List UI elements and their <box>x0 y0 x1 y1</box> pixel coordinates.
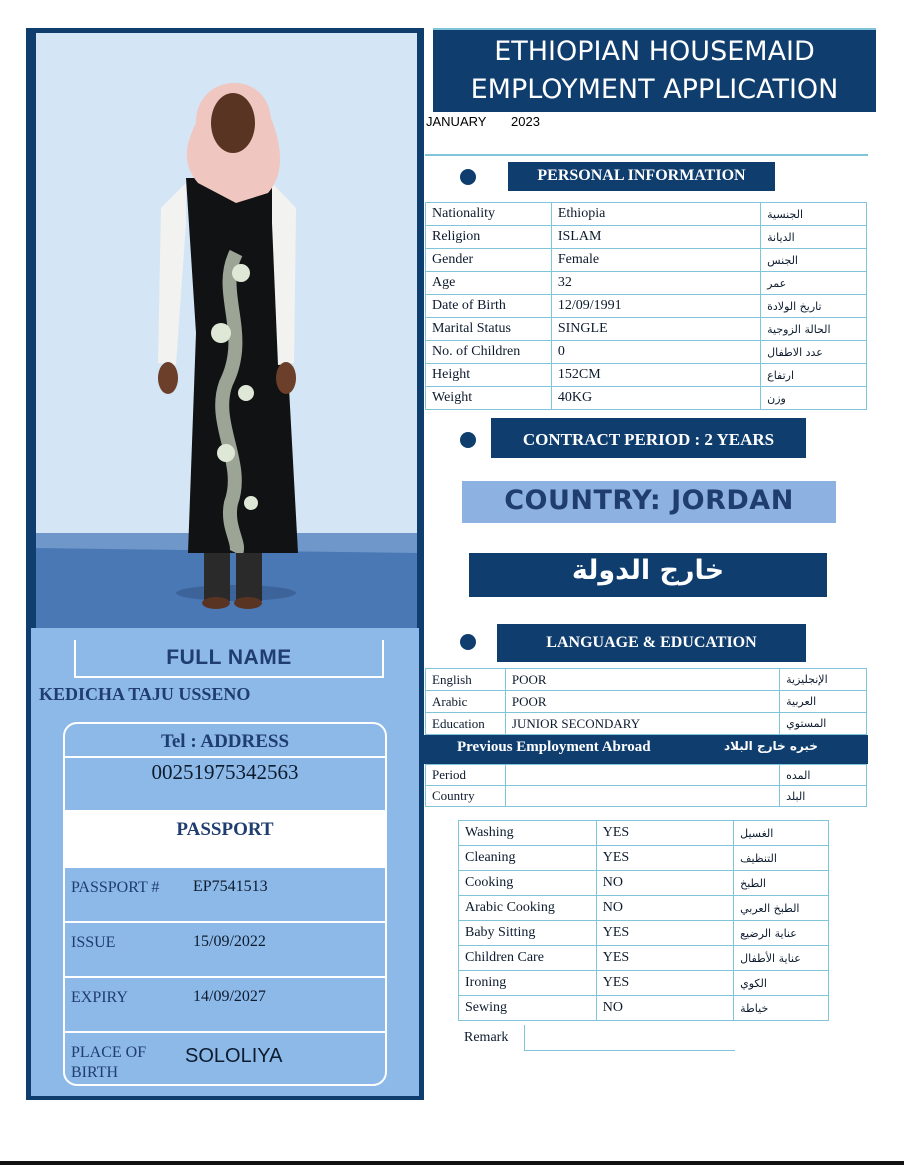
previous-employment-row-label: Period <box>426 765 506 786</box>
skill-row-arabic-label: عناية الأطفال <box>734 946 829 971</box>
previous-employment-row <box>426 765 867 786</box>
personal-info-row <box>426 295 867 318</box>
language-row-value: POOR <box>505 691 779 713</box>
skill-row-value: NO <box>596 871 733 896</box>
place-of-birth-row <box>65 1033 385 1086</box>
personal-info-row-arabic-label: الديانة <box>761 226 867 249</box>
remark-label: Remark <box>458 1025 524 1050</box>
skill-row-arabic-label: الغسيل <box>734 821 829 846</box>
skill-row-value: NO <box>596 996 733 1021</box>
skill-row-arabic-label: الكوي <box>734 971 829 996</box>
language-row <box>426 669 867 691</box>
personal-info-row-label: Gender <box>426 249 552 272</box>
skill-row-arabic-label: الطبخ العربي <box>734 896 829 921</box>
skill-row-value: YES <box>596 946 733 971</box>
skill-row-label: Ironing <box>459 971 597 996</box>
previous-employment-row-arabic-label: المده <box>780 765 867 786</box>
remark-value <box>524 1025 735 1050</box>
expiry-value: 14/09/2027 <box>193 988 266 1005</box>
previous-employment-table <box>425 764 867 807</box>
skills-table <box>458 820 829 1021</box>
skill-row-arabic-label: عناية الرضيع <box>734 921 829 946</box>
bullet-icon <box>460 432 476 448</box>
previous-employment-label: Previous Employment Abroad <box>457 739 651 755</box>
bullet-icon <box>460 634 476 650</box>
passport-number-label: PASSPORT # <box>71 879 160 896</box>
previous-employment-row-arabic-label: البلد <box>780 786 867 807</box>
personal-info-row-value: 152CM <box>551 364 760 387</box>
personal-info-row <box>426 341 867 364</box>
language-row-arabic-label: العربية <box>780 691 867 713</box>
place-of-birth-label <box>71 1043 146 1083</box>
skill-row <box>459 996 829 1021</box>
place-of-birth-value: SOLOLIYA <box>185 1045 283 1067</box>
passport-number-value: EP7541513 <box>193 878 268 895</box>
personal-info-row <box>426 364 867 387</box>
personal-info-row-arabic-label: تاريخ الولادة <box>761 295 867 318</box>
applicant-photo <box>36 33 417 652</box>
skill-row-label: Cooking <box>459 871 597 896</box>
expiry-label: EXPIRY <box>71 989 128 1006</box>
full-name-value: KEDICHA TAJU USSENO <box>39 684 251 704</box>
personal-info-row-label: Date of Birth <box>426 295 552 318</box>
personal-info-row-label: Height <box>426 364 552 387</box>
skill-row-label: Washing <box>459 821 597 846</box>
document-title <box>433 30 876 109</box>
personal-info-row <box>426 318 867 341</box>
skill-row <box>459 946 829 971</box>
personal-info-row-label: Age <box>426 272 552 295</box>
place-of-birth-label-line2: BIRTH <box>71 1064 119 1081</box>
personal-info-row-arabic-label: وزن <box>761 387 867 410</box>
passport-issue-row <box>65 923 385 978</box>
skill-row-arabic-label: الطبخ <box>734 871 829 896</box>
language-table <box>425 668 867 735</box>
contact-passport-card <box>63 722 387 1086</box>
skill-row-label: Children Care <box>459 946 597 971</box>
skill-row <box>459 896 829 921</box>
language-row-value: JUNIOR SECONDARY <box>505 713 779 735</box>
personal-info-row-value: SINGLE <box>551 318 760 341</box>
country-banner <box>462 481 836 523</box>
personal-info-row-label: Nationality <box>426 203 552 226</box>
tel-value: 00251975342563 <box>151 760 299 784</box>
personal-info-table <box>425 202 867 410</box>
personal-info-row-value: Female <box>551 249 760 272</box>
previous-employment-row-value <box>505 786 779 807</box>
title-line-2: EMPLOYMENT APPLICATION <box>470 74 839 105</box>
personal-info-row-arabic-label: الحالة الزوجية <box>761 318 867 341</box>
personal-info-row-value: ISLAM <box>551 226 760 249</box>
skill-row-value: YES <box>596 821 733 846</box>
remark-row <box>458 1025 735 1050</box>
country-arabic-banner <box>469 553 827 597</box>
previous-employment-heading <box>424 735 868 764</box>
bullet-icon <box>460 169 476 185</box>
skill-row-value: YES <box>596 846 733 871</box>
personal-info-heading: PERSONAL INFORMATION <box>508 162 775 191</box>
personal-info-row-label: Marital Status <box>426 318 552 341</box>
previous-employment-row <box>426 786 867 807</box>
page-bottom-rule <box>0 1161 904 1165</box>
language-row-label: Education <box>426 713 506 735</box>
issue-label: ISSUE <box>71 934 116 951</box>
personal-info-row-arabic-label: عمر <box>761 272 867 295</box>
issue-value: 15/09/2022 <box>193 933 266 950</box>
date-year: 2023 <box>511 114 540 129</box>
tel-value-row <box>65 758 385 812</box>
personal-info-row-label: No. of Children <box>426 341 552 364</box>
language-education-heading: LANGUAGE & EDUCATION <box>497 624 806 662</box>
passport-expiry-row <box>65 978 385 1033</box>
personal-info-row-value: 40KG <box>551 387 760 410</box>
skill-row-label: Arabic Cooking <box>459 896 597 921</box>
previous-employment-arabic: خبره خارج البلاد <box>724 739 818 753</box>
title-line-1: ETHIOPIAN HOUSEMAID <box>494 36 815 67</box>
full-name-label: FULL NAME <box>166 646 292 669</box>
previous-employment-row-label: Country <box>426 786 506 807</box>
skill-row <box>459 971 829 996</box>
skill-row-value: YES <box>596 921 733 946</box>
contract-period-heading: CONTRACT PERIOD : 2 YEARS <box>491 418 806 458</box>
skill-row <box>459 871 829 896</box>
personal-info-row-value: Ethiopia <box>551 203 760 226</box>
personal-info-row <box>426 203 867 226</box>
personal-info-row-value: 32 <box>551 272 760 295</box>
personal-info-row-label: Weight <box>426 387 552 410</box>
language-row-value: POOR <box>505 669 779 691</box>
skill-row-arabic-label: خياطة <box>734 996 829 1021</box>
previous-employment-row-value <box>505 765 779 786</box>
tel-header-row <box>65 724 385 758</box>
personal-info-row <box>426 226 867 249</box>
date-month: JANUARY <box>426 114 487 129</box>
skill-row-value: NO <box>596 896 733 921</box>
language-row-label: Arabic <box>426 691 506 713</box>
language-row <box>426 691 867 713</box>
place-of-birth-label-line1: PLACE OF <box>71 1044 147 1061</box>
country-value: COUNTRY: JORDAN <box>504 485 794 516</box>
skill-row-label: Sewing <box>459 996 597 1021</box>
personal-info-row <box>426 249 867 272</box>
personal-info-row-value: 12/09/1991 <box>551 295 760 318</box>
personal-info-row-label: Religion <box>426 226 552 249</box>
skill-row-label: Baby Sitting <box>459 921 597 946</box>
skill-row-label: Cleaning <box>459 846 597 871</box>
skill-row <box>459 821 829 846</box>
country-arabic-text: خارج الدولة <box>571 555 725 586</box>
skill-row <box>459 921 829 946</box>
skill-row <box>459 846 829 871</box>
personal-info-row <box>426 387 867 410</box>
language-row <box>426 713 867 735</box>
passport-title: PASSPORT <box>176 819 274 840</box>
personal-info-row-arabic-label: الجنسية <box>761 203 867 226</box>
skill-row-arabic-label: التنظيف <box>734 846 829 871</box>
divider <box>425 154 868 156</box>
personal-info-row-arabic-label: الجنس <box>761 249 867 272</box>
passport-header-row <box>65 812 385 868</box>
personal-info-row <box>426 272 867 295</box>
personal-info-row-value: 0 <box>551 341 760 364</box>
personal-info-row-arabic-label: ارتفاع <box>761 364 867 387</box>
skill-row-value: YES <box>596 971 733 996</box>
remark-table <box>458 1025 735 1051</box>
language-row-arabic-label: المستوي <box>780 713 867 735</box>
personal-info-row-arabic-label: عدد الاطفال <box>761 341 867 364</box>
passport-number-row <box>65 868 385 923</box>
language-row-arabic-label: الإنجليزية <box>780 669 867 691</box>
title-banner <box>433 28 876 112</box>
tel-label: Tel : ADDRESS <box>160 731 290 752</box>
language-row-label: English <box>426 669 506 691</box>
